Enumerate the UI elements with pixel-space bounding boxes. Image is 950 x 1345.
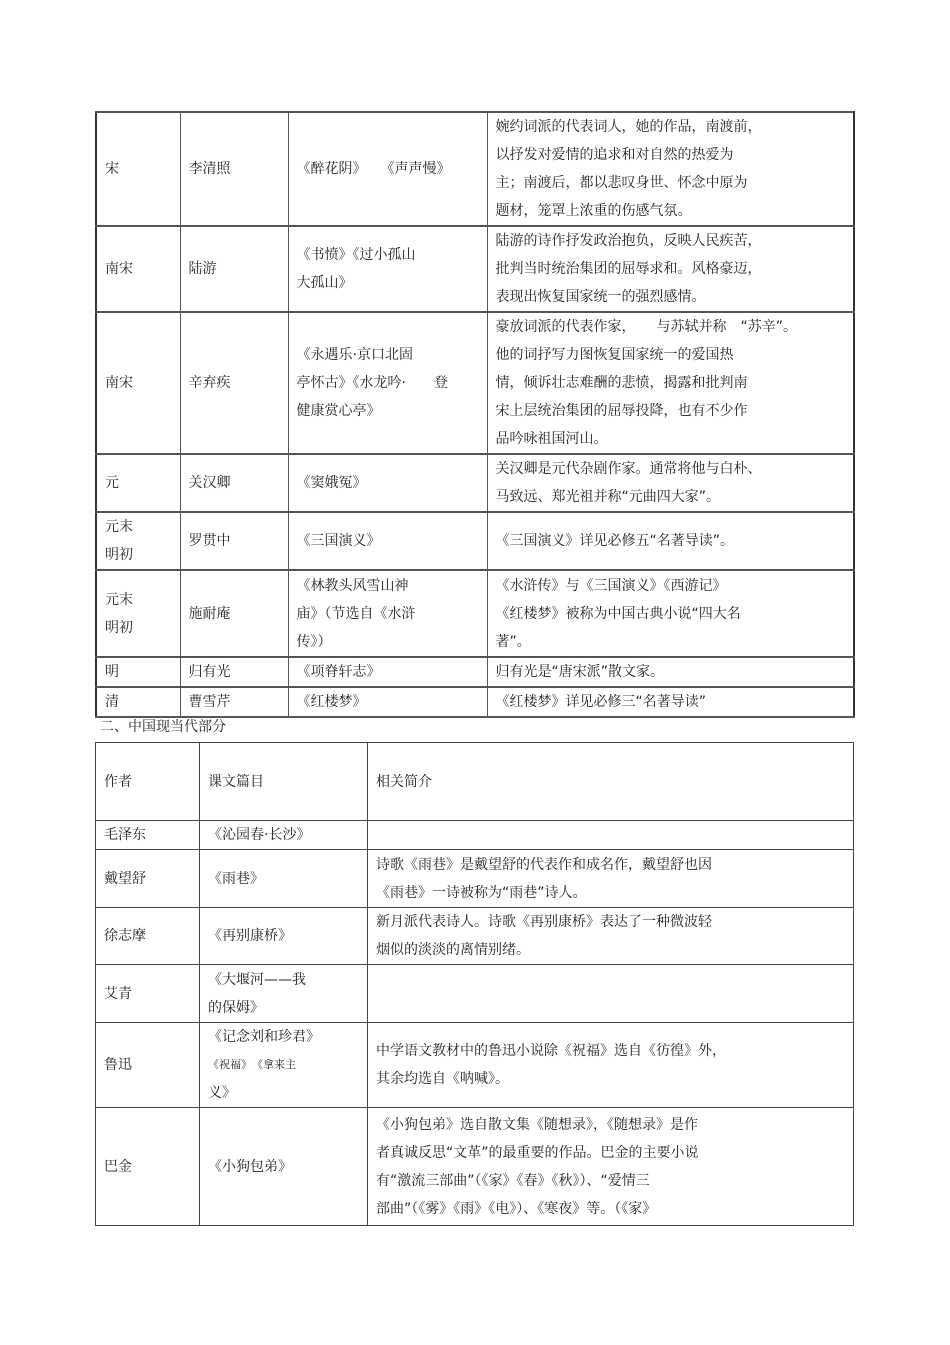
works-cell: 《小狗包弟》	[200, 1108, 368, 1226]
intro-cell: 婉约词派的代表词人，她的作品，南渡前， 以抒发对爱情的追求和对自然的热爱为 主；南渡后，都以悲叹身世、怀念中原为 题材，笼罩上浓重的伤感气氛。	[487, 112, 854, 226]
table-row	[96, 226, 854, 312]
intro-cell: 《水浒传》与《三国演义》《西游记》 《红楼梦》被称为中国古典小说“四大名 著”。	[487, 570, 854, 657]
table-row	[96, 112, 854, 226]
works-cell: 《醉花阴》 《声声慢》	[288, 112, 487, 226]
author-cell: 鲁迅	[96, 1023, 200, 1108]
table-row	[96, 821, 854, 850]
author-cell: 施耐庵	[180, 570, 288, 657]
table-row	[96, 570, 854, 657]
intro-cell: 豪放词派的代表作家， 与苏轼并称 “苏辛”。 他的词抒写力图恢复国家统一的爱国热 情，倾诉壮志难酬的悲愤，揭露和批判南 宋上层统治集团的屈辱投降，也有不少作 品吟咏祖国河山。	[487, 312, 854, 454]
author-cell: 李清照	[180, 112, 288, 226]
intro-cell	[368, 965, 854, 1023]
author-cell: 艾青	[96, 965, 200, 1023]
works-cell: 《三国演义》	[288, 512, 487, 570]
works-cell: 《永遇乐·京口北固 亭怀古》《水龙吟· 登 健康赏心亭》	[288, 312, 487, 454]
table-row	[96, 657, 854, 687]
table-row	[96, 454, 854, 512]
table-row	[96, 965, 854, 1023]
era-cell: 南宋	[96, 226, 180, 312]
works-cell: 《红楼梦》	[288, 687, 487, 717]
intro-cell: 中学语文教材中的鲁迅小说除《祝福》选自《彷徨》外， 其余均选自《呐喊》。	[368, 1023, 854, 1108]
table-header-row	[96, 743, 854, 821]
author-cell: 归有光	[180, 657, 288, 687]
era-cell: 元	[96, 454, 180, 512]
intro-cell: 诗歌《雨巷》是戴望舒的代表作和成名作，戴望舒也因 《雨巷》一诗被称为“雨巷”诗人。	[368, 850, 854, 908]
modern-literature-table	[95, 742, 854, 1226]
works-cell: 《大堰河——我 的保姆》	[200, 965, 368, 1023]
era-cell: 元末 明初	[96, 570, 180, 657]
author-cell: 罗贯中	[180, 512, 288, 570]
table-row	[96, 312, 854, 454]
table-row	[96, 687, 854, 717]
works-cell: 《项脊轩志》	[288, 657, 487, 687]
works-cell: 《再别康桥》	[200, 908, 368, 965]
table-row	[96, 850, 854, 908]
author-cell: 关汉卿	[180, 454, 288, 512]
era-cell: 宋	[96, 112, 180, 226]
header-author: 作者	[96, 743, 200, 821]
works-cell: 《书愤》《过小孤山 大孤山》	[288, 226, 487, 312]
works-cell: 《雨巷》	[200, 850, 368, 908]
intro-cell: 陆游的诗作抒发政治抱负，反映人民疾苦， 批判当时统治集团的屈辱求和。风格豪迈， 表现出恢复国家统一的强烈感情。	[487, 226, 854, 312]
table-row	[96, 512, 854, 570]
intro-cell: 新月派代表诗人。诗歌《再别康桥》表达了一种微波轻 烟似的淡淡的离情别绪。	[368, 908, 854, 965]
table-row	[96, 1023, 854, 1108]
intro-cell	[368, 821, 854, 850]
author-cell: 徐志摩	[96, 908, 200, 965]
section-heading: 二、中国现当代部分	[100, 719, 226, 735]
intro-cell: 《红楼梦》详见必修三“名著导读”	[487, 687, 854, 717]
author-cell: 戴望舒	[96, 850, 200, 908]
table-row	[96, 908, 854, 965]
works-cell: 《沁园春·长沙》	[200, 821, 368, 850]
author-cell: 毛泽东	[96, 821, 200, 850]
intro-cell: 《三国演义》详见必修五“名著导读”。	[487, 512, 854, 570]
era-cell: 明	[96, 657, 180, 687]
author-cell: 巴金	[96, 1108, 200, 1226]
classical-literature-table	[95, 111, 855, 718]
intro-cell: 关汉卿是元代杂剧作家。通常将他与白朴、 马致远、郑光祖并称“元曲四大家”。	[487, 454, 854, 512]
header-intro: 相关简介	[368, 743, 854, 821]
intro-cell: 《小狗包弟》选自散文集《随想录》，《随想录》是作 者真诚反思“文革”的最重要的作品。巴金的主要小说 有“激流三部曲”（《家》《春》《秋》）、“爱情三 部曲”（《雾》《雨》《电》）、《寒夜》等。（《家》	[368, 1108, 854, 1226]
author-cell: 曹雪芹	[180, 687, 288, 717]
era-cell: 清	[96, 687, 180, 717]
era-cell: 南宋	[96, 312, 180, 454]
intro-cell: 归有光是“唐宋派”散文家。	[487, 657, 854, 687]
header-works: 课文篇目	[200, 743, 368, 821]
works-cell: 《林教头风雪山神 庙》（节选自《水浒 传》）	[288, 570, 487, 657]
author-cell: 辛弃疾	[180, 312, 288, 454]
works-cell: 《窦娥冤》	[288, 454, 487, 512]
era-cell: 元末 明初	[96, 512, 180, 570]
works-cell: 《记念刘和珍君》 《祝福》 《拿来主 义》	[200, 1023, 368, 1108]
table-row	[96, 1108, 854, 1226]
author-cell: 陆游	[180, 226, 288, 312]
